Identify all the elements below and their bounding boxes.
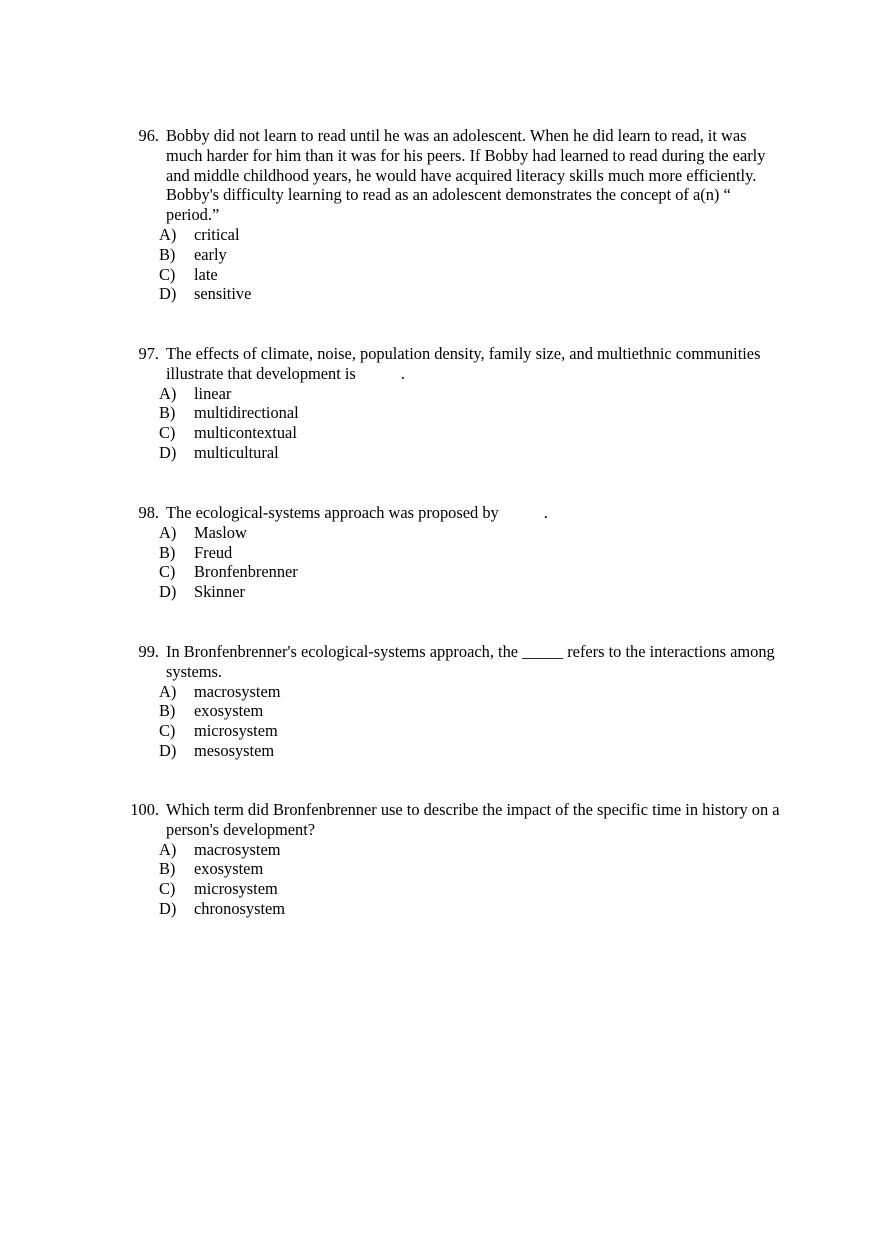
answer-choices (118, 682, 798, 761)
choice-text: exosystem (194, 701, 264, 721)
question-number: 97. (138, 344, 159, 363)
choice-letter: A) (159, 839, 177, 859)
answer-choice (159, 582, 798, 602)
choice-text: linear (194, 383, 232, 403)
question-stem (118, 800, 798, 840)
answer-choice (159, 701, 798, 721)
choice-text: Maslow (194, 522, 247, 542)
answer-choice (159, 423, 798, 443)
choice-letter: A) (159, 681, 177, 701)
choice-letter: B) (159, 403, 176, 423)
answer-choices (118, 225, 798, 304)
choice-letter: D) (159, 284, 177, 304)
choice-text: critical (194, 224, 240, 244)
choice-letter: B) (159, 701, 176, 721)
choice-letter: A) (159, 383, 177, 403)
question-number: 96. (138, 126, 159, 145)
answer-choices (118, 523, 798, 602)
choice-text: microsystem (194, 879, 278, 899)
answer-choice (159, 225, 798, 245)
answer-choice (159, 443, 798, 463)
choice-text: Bronfenbrenner (194, 562, 298, 582)
choice-letter: A) (159, 522, 177, 542)
choice-text: macrosystem (194, 839, 281, 859)
choice-letter: D) (159, 898, 177, 918)
choice-text: microsystem (194, 721, 278, 741)
question-number: 100. (130, 800, 159, 819)
question-text: Bobby did not learn to read until he was an adolescent. When he did learn to read, it was much harder for him than it was for his peers. If Bobby had learned to read during the early and middle childhood years, he would have acquired literacy skills much more efficiently. Bobby's difficulty learning to read as an adolescent demonstrates the concept of a(n) “ period.” (166, 126, 772, 225)
answer-choice (159, 899, 798, 919)
question-stem (118, 503, 798, 523)
choice-letter: D) (159, 442, 177, 462)
choice-letter: D) (159, 740, 177, 760)
choice-text: multicultural (194, 442, 279, 462)
choice-text: chronosystem (194, 898, 286, 918)
choice-letter: C) (159, 562, 176, 582)
question-text: The effects of climate, noise, population density, family size, and multiethnic communities illustrate that development is . (166, 344, 765, 383)
choice-letter: B) (159, 859, 176, 879)
answer-choices (118, 384, 798, 463)
answer-choice (159, 245, 798, 265)
question-97 (118, 344, 798, 463)
answer-choice (159, 265, 798, 285)
choice-letter: B) (159, 244, 176, 264)
answer-choice (159, 840, 798, 860)
answer-choice (159, 523, 798, 543)
choice-text: exosystem (194, 859, 264, 879)
question-98 (118, 503, 798, 602)
answer-choice (159, 384, 798, 404)
choice-letter: C) (159, 264, 176, 284)
answer-choice (159, 879, 798, 899)
question-text: Which term did Bronfenbrenner use to describe the impact of the specific time in history on a person's development? (166, 800, 784, 839)
question-stem (118, 344, 798, 384)
choice-letter: C) (159, 721, 176, 741)
answer-choice (159, 284, 798, 304)
question-stem (118, 126, 798, 225)
choice-text: late (194, 264, 218, 284)
answer-choice (159, 403, 798, 423)
question-stem (118, 642, 798, 682)
question-99 (118, 642, 798, 761)
choice-text: Freud (194, 542, 233, 562)
question-100 (118, 800, 798, 919)
question-text: The ecological-systems approach was proposed by . (166, 503, 548, 522)
answer-choice (159, 859, 798, 879)
answer-choice (159, 721, 798, 741)
question-text: In Bronfenbrenner's ecological-systems approach, the _____ refers to the interactions among systems. (166, 642, 779, 681)
answer-choice (159, 682, 798, 702)
choice-text: mesosystem (194, 740, 275, 760)
question-number: 98. (138, 503, 159, 522)
choice-text: sensitive (194, 284, 252, 304)
question-96 (118, 126, 798, 304)
answer-choice (159, 543, 798, 563)
choice-letter: C) (159, 423, 176, 443)
question-number: 99. (138, 642, 159, 661)
choice-text: multicontextual (194, 423, 297, 443)
choice-text: early (194, 244, 227, 264)
answer-choices (118, 840, 798, 919)
choice-letter: B) (159, 542, 176, 562)
choice-text: macrosystem (194, 681, 281, 701)
answer-choice (159, 562, 798, 582)
choice-letter: C) (159, 879, 176, 899)
choice-letter: A) (159, 224, 177, 244)
choice-letter: D) (159, 582, 177, 602)
choice-text: Skinner (194, 582, 245, 602)
answer-choice (159, 741, 798, 761)
choice-text: multidirectional (194, 403, 299, 423)
